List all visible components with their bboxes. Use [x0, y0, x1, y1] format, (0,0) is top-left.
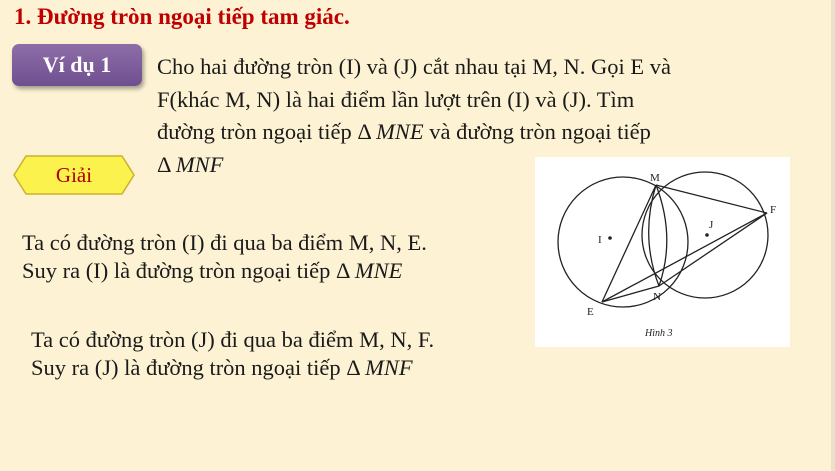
problem-line-3-rest: và đường tròn ngoại tiếp [423, 119, 651, 144]
example-label: Ví dụ 1 [42, 52, 112, 77]
center-I-dot [608, 236, 612, 240]
solution-paragraph-1 [22, 229, 427, 285]
example-badge [12, 44, 142, 86]
label-F: F [770, 204, 777, 216]
problem-line-2: F(khác M, N) là hai điểm lần lượt trên (I) và (J). Tìm [157, 86, 635, 112]
two-circles-diagram [535, 157, 790, 347]
para1-line-1: Ta có đường tròn (I) đi qua ba điểm M, N, E. [22, 230, 427, 255]
problem-line-4-math: MNF [175, 151, 224, 177]
para2-line-2-math: MNF [365, 355, 413, 380]
para2-line-2-text: Suy ra (J) là đường tròn ngoại tiếp Δ [31, 355, 366, 380]
geometry-figure [535, 157, 790, 347]
para2-line-2 [31, 354, 434, 382]
arc-chord-right [656, 185, 667, 286]
problem-line-1: Cho hai đường tròn (I) và (J) cắt nhau tại M, N. Gọi E và [157, 54, 671, 79]
figure-caption: Hình 3 [645, 328, 673, 339]
problem-line-3 [157, 116, 807, 149]
solution-badge [12, 153, 136, 197]
solution-label: Giải [55, 162, 93, 187]
para1-line-2-text: Suy ra (I) là đường tròn ngoại tiếp Δ [22, 258, 355, 283]
solution-paragraph-2 [31, 326, 434, 382]
slide-edge [831, 0, 835, 471]
segment-MF [656, 185, 767, 213]
problem-line-4-text: Δ [157, 151, 176, 177]
segment-EN [602, 286, 659, 302]
para1-line-2-math: MNE [354, 258, 403, 283]
para2-line-1: Ta có đường tròn (J) đi qua ba điểm M, N, F. [31, 327, 435, 352]
segment-EF [602, 213, 767, 302]
arc-chord-left [649, 185, 659, 286]
para1-line-2 [22, 257, 427, 285]
label-I: I [598, 234, 602, 246]
problem-line-3-math: MNE [376, 119, 424, 144]
problem-line-3-text: đường tròn ngoại tiếp Δ [157, 119, 377, 144]
center-J-dot [705, 233, 709, 237]
label-N: N [653, 291, 661, 303]
label-M: M [650, 172, 660, 184]
label-E: E [587, 306, 594, 318]
circle-I [558, 177, 688, 307]
label-J: J [709, 219, 714, 231]
segment-ME [602, 185, 656, 302]
section-heading: 1. Đường tròn ngoại tiếp tam giác. [14, 4, 350, 29]
